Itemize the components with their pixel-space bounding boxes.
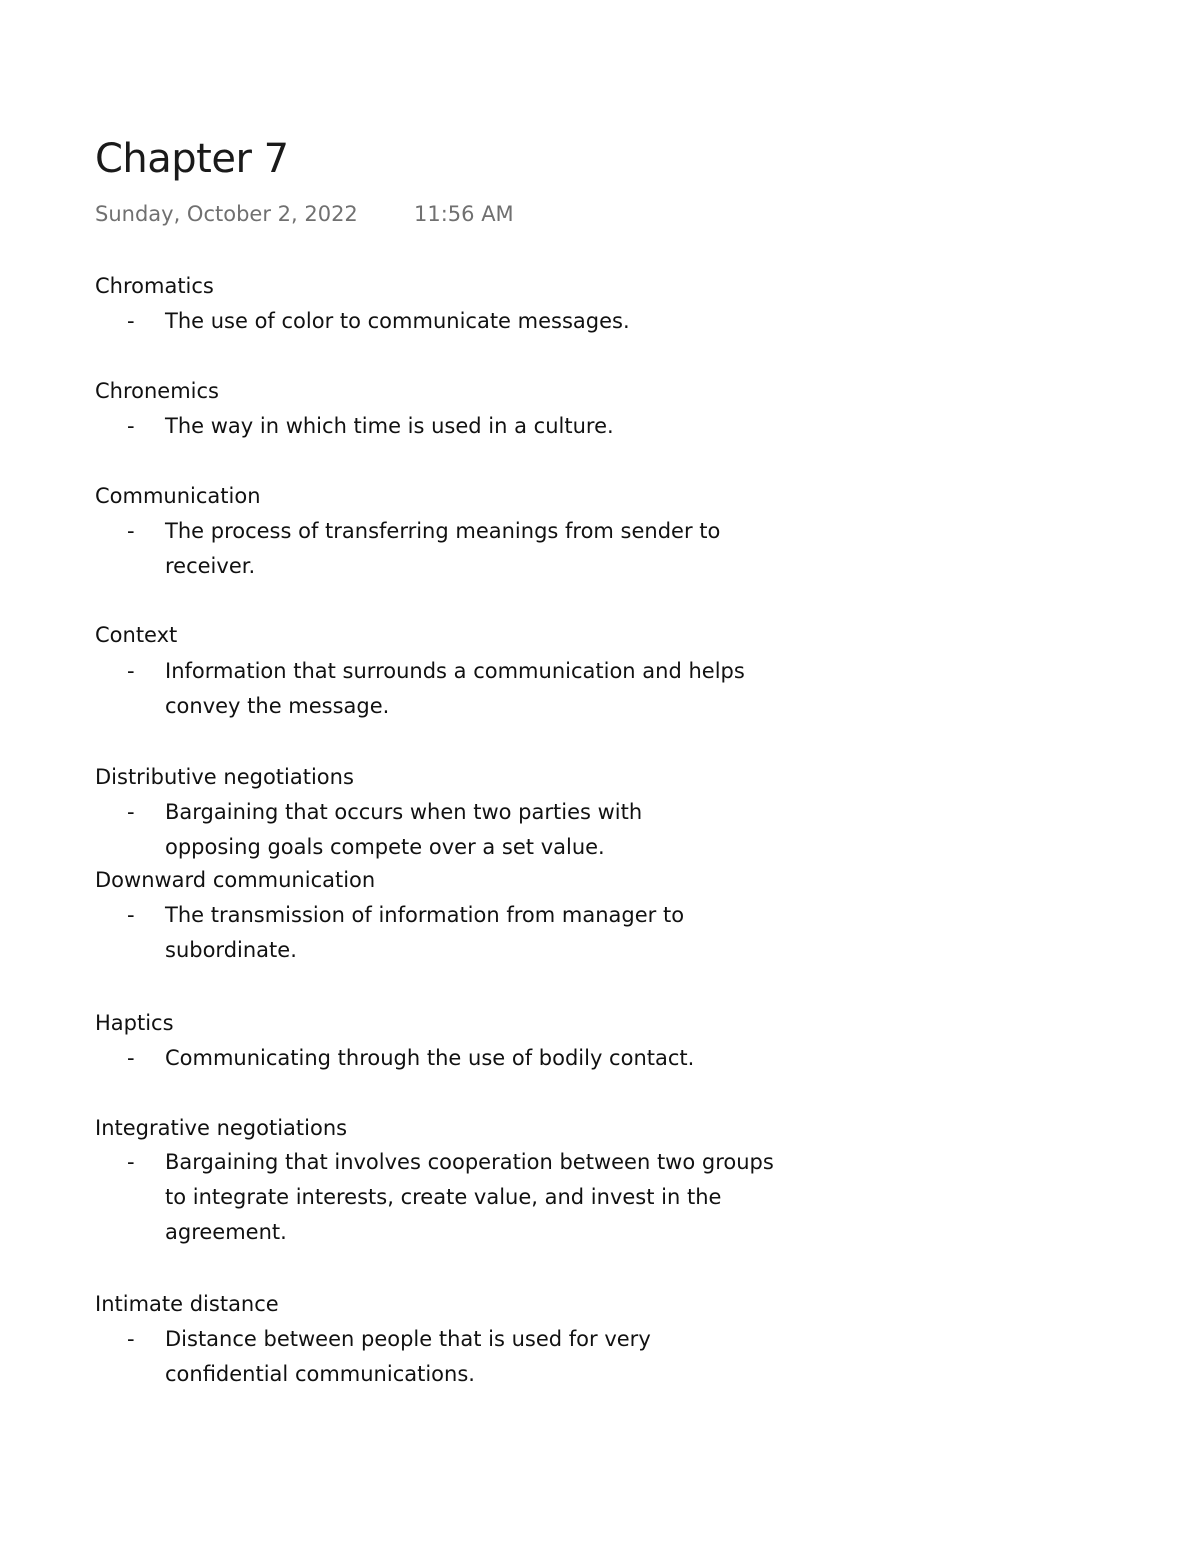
definition-text: Communicating through the use of bodily contact.	[165, 1046, 695, 1070]
term-heading: Haptics	[95, 1011, 174, 1035]
term-heading: Downward communication	[95, 868, 376, 892]
definition-item	[127, 1041, 787, 1076]
bullet-dash: -	[127, 800, 135, 824]
bullet-dash: -	[127, 414, 135, 438]
term-heading: Integrative negotiations	[95, 1116, 348, 1140]
note-time: 11:56 AM	[414, 202, 514, 226]
bullet-dash: -	[127, 1046, 135, 1070]
bullet-dash: -	[127, 1150, 135, 1174]
note-date: Sunday, October 2, 2022	[95, 202, 358, 226]
term-heading: Distributive negotiations	[95, 765, 354, 789]
term-heading: Intimate distance	[95, 1292, 279, 1316]
definition-text: Bargaining that involves cooperation between two groups to integrate interests, create value, and invest in the agreement.	[165, 1150, 774, 1244]
page-title: Chapter 7	[95, 136, 289, 182]
definition-item	[127, 1322, 727, 1392]
definition-text: Information that surrounds a communication and helps convey the message.	[165, 659, 745, 718]
bullet-dash: -	[127, 309, 135, 333]
definition-text: The transmission of information from manager to subordinate.	[165, 903, 685, 962]
definition-item	[127, 795, 727, 865]
definition-item	[127, 514, 767, 584]
definition-text: The process of transferring meanings from sender to receiver.	[165, 519, 721, 578]
term-heading: Context	[95, 623, 178, 647]
definition-item	[127, 304, 787, 339]
note-dateline	[95, 199, 514, 229]
term-heading: Communication	[95, 484, 261, 508]
bullet-dash: -	[127, 519, 135, 543]
bullet-dash: -	[127, 903, 135, 927]
definition-text: The way in which time is used in a culture.	[165, 414, 614, 438]
truncated-text-fragment	[95, 1430, 175, 1436]
definition-text: Bargaining that occurs when two parties with opposing goals compete over a set value.	[165, 800, 643, 859]
definition-text: The use of color to communicate messages.	[165, 309, 630, 333]
bullet-dash: -	[127, 659, 135, 683]
bullet-dash: -	[127, 1327, 135, 1351]
term-heading: Chromatics	[95, 274, 214, 298]
definition-item	[127, 898, 767, 968]
definition-item	[127, 654, 767, 724]
definition-text: Distance between people that is used for very confidential communications.	[165, 1327, 651, 1386]
term-heading: Chronemics	[95, 379, 220, 403]
definition-item	[127, 409, 787, 444]
definition-item	[127, 1145, 777, 1250]
